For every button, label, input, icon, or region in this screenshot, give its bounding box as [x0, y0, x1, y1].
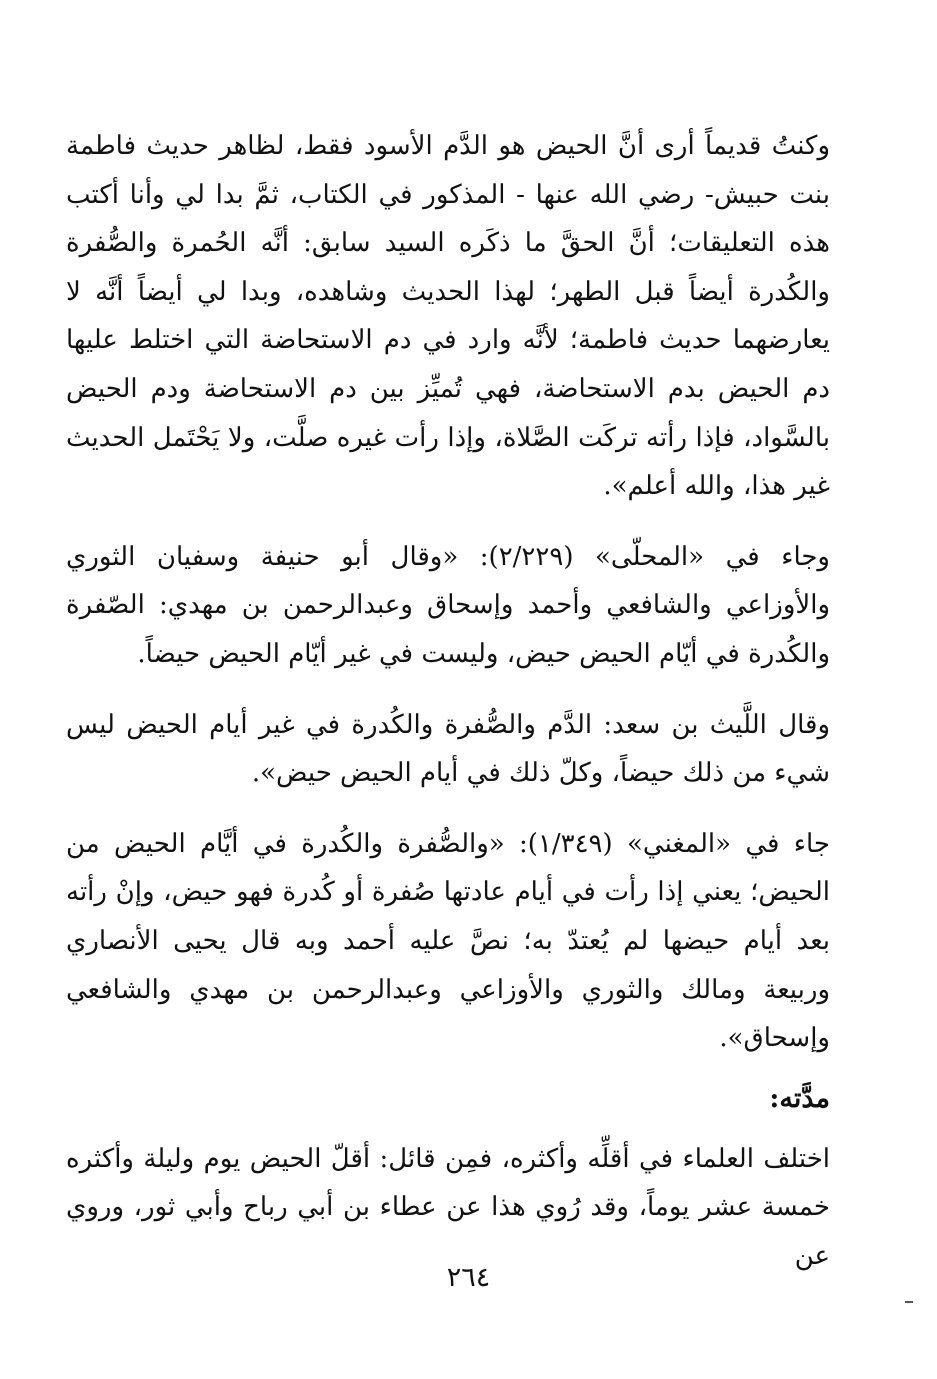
paragraph-2: وجاء في «المحلّى» (٢/٢٢٩): «وقال أبو حنيفة وسفيان الثوري والأوزاعي والشافعي وأحمد وإسحاق وعبدالرحمن بن مهدي: الصّفرة والكُدرة في أيّام الحيض حيض، وليست في غير أيّام الحيض حيضاً. — [66, 541, 830, 669]
section-heading: مدَّته: — [769, 1082, 830, 1114]
scan-mark — [905, 1301, 913, 1303]
paragraph-3: وقال اللَّيث بن سعد: الدَّم والصُّفرة والكُدرة في غير أيام الحيض ليس شيء من ذلك حيضاً، وكلّ ذلك في أيام الحيض حيض». — [66, 709, 830, 789]
main-text — [66, 122, 830, 1280]
paragraph-1: وكنتُ قديماً أرى أنَّ الحيض هو الدَّم الأسود فقط، لظاهر حديث فاطمة بنت حبيش- رضي الله عنها - المذكور في الكتاب، ثمَّ بدا لي وأنا أكتب هذه التعليقات؛ أنَّ الحقَّ ما ذكَره السيد سابق: أنَّه الحُمرة والصُّفرة والكُدرة أيضاً قبل الطهر؛ لهذا الحديث وشاهده، وبدا لي أيضاً أنَّه لا يعارضهما حديث فاطمة؛ لأنَّه وارد في دم الاستحاضة التي اختلط عليها دم الحيض بدم الاستحاضة، فهي تُميِّز بين دم الاستحاضة ودم الحيض بالسَّواد، فإذا رأته تركَت الصَّلاة، وإذا رأت غيره صلَّت، ولا يَحْتَمل الحديث غير هذا، والله أعلم». — [66, 131, 831, 502]
page-number: ٢٦٤ — [446, 1262, 491, 1293]
paragraph-5: اختلف العلماء في أقلِّه وأكثره، فمِن قائل: أقلّ الحيض يوم وليلة وأكثره خمسة عشر يوماً، وقد رُوي هذا عن عطاء بن أبي رباح وأبي ثور، وروي عن — [66, 1143, 830, 1271]
paragraph-4: جاء في «المغني» (١/٣٤٩): «والصُّفرة والكُدرة في أيَّام الحيض من الحيض؛ يعني إذا رأت في أيام عادتها صُفرة أو كُدرة فهو حيض، وإنْ رأته بعد أيام حيضها لم يُعتدّ به؛ نصَّ عليه أحمد وبه قال يحيى الأنصاري وربيعة ومالك والثوري والأوزاعي وعبدالرحمن بن مهدي والشافعي وإسحاق». — [66, 828, 831, 1054]
